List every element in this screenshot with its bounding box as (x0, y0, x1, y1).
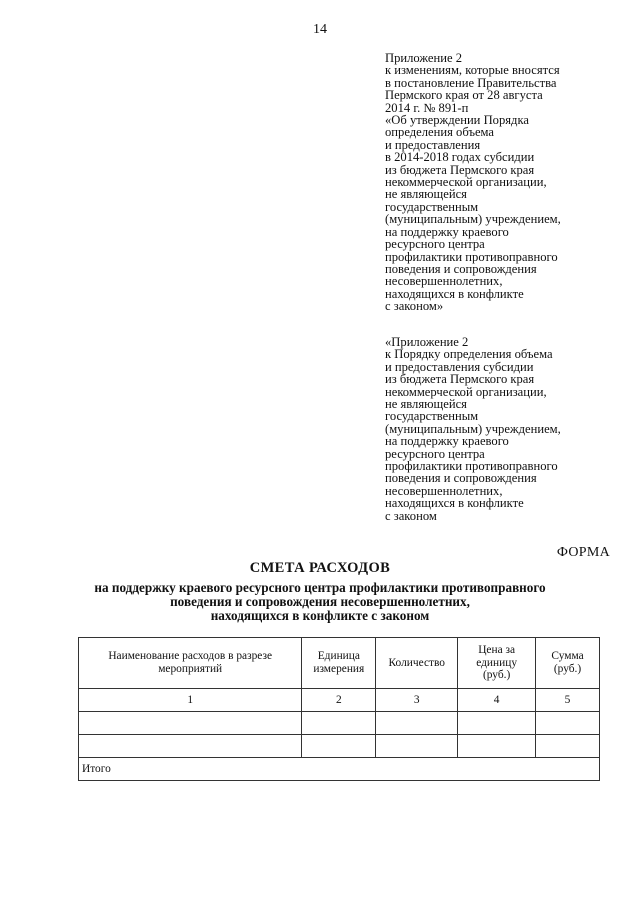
expense-estimate-table (78, 637, 600, 781)
annex-line: к изменениям, которые вносятся (385, 63, 560, 78)
column-number: 2 (302, 689, 376, 712)
annex-line: ресурсного центра (385, 446, 485, 461)
header-unit: Единица измерения (302, 638, 376, 689)
annex-line: и предоставления субсидии (385, 359, 534, 374)
annex-line: на поддержку краевого (385, 434, 509, 449)
annex-line: профилактики противоправного (385, 459, 558, 474)
table-total-row (79, 758, 600, 781)
subtitle-line: находящихся в конфликте с законом (210, 608, 430, 623)
table-cell (302, 712, 376, 735)
annex-line: некоммерческой организации, (385, 384, 547, 399)
table-cell (302, 735, 376, 758)
annex-line: 2014 г. № 891-п (385, 100, 469, 115)
header-sum: Сумма (руб.) (536, 638, 600, 689)
annex-line: в постановление Правительства (385, 75, 557, 90)
total-label: Итого (79, 758, 600, 781)
annex-line: определения объема (385, 125, 495, 140)
annex-line: не являющейся (385, 397, 467, 412)
table-cell (458, 735, 536, 758)
form-label: ФОРМА (556, 545, 610, 560)
annex-procedure-header (385, 336, 610, 522)
annex-amendment-header (385, 52, 610, 313)
annex-line: поведения и сопровождения (385, 471, 537, 486)
table-cell (376, 735, 458, 758)
annex-line: из бюджета Пермского края (385, 162, 535, 177)
annex-line: государственным (385, 409, 479, 424)
table-column-number-row (79, 689, 600, 712)
page-number: 14 (313, 22, 327, 37)
annex-line: с законом» (385, 299, 444, 314)
annex-line: государственным (385, 199, 479, 214)
annex-line: и предоставления (385, 137, 481, 152)
table-cell (536, 735, 600, 758)
annex-line: к Порядку определения объема (385, 347, 553, 362)
subtitle-line: на поддержку краевого ресурсного центра профилактики противоправного (94, 580, 546, 595)
annex-line: несовершеннолетних, (385, 483, 503, 498)
header-expense-name: Наименование расходов в разрезе мероприятий (79, 638, 302, 689)
annex-line: некоммерческой организации, (385, 175, 547, 190)
column-number: 4 (458, 689, 536, 712)
table-cell (376, 712, 458, 735)
table-cell (458, 712, 536, 735)
annex-line: на поддержку краевого (385, 224, 509, 239)
annex-line: ресурсного центра (385, 237, 485, 252)
annex-line: (муниципальным) учреждением, (385, 421, 561, 436)
annex-line: профилактики противоправного (385, 249, 558, 264)
column-number: 3 (376, 689, 458, 712)
table-cell (79, 735, 302, 758)
annex-line: «Приложение 2 (385, 335, 469, 349)
annex-line: не являющейся (385, 187, 467, 202)
table-header-row (79, 638, 600, 689)
subtitle-line: поведения и сопровождения несовершеннолетних, (170, 594, 470, 609)
header-quantity: Количество (376, 638, 458, 689)
annex-line: из бюджета Пермского края (385, 372, 535, 387)
column-number: 5 (536, 689, 600, 712)
document-subtitle (0, 581, 640, 623)
annex-line: с законом (385, 508, 437, 523)
table-row (79, 712, 600, 735)
annex-line: (муниципальным) учреждением, (385, 212, 561, 227)
table-row (79, 735, 600, 758)
annex-line: Приложение 2 (385, 51, 463, 65)
column-number: 1 (79, 689, 302, 712)
annex-line: Пермского края от 28 августа (385, 88, 543, 103)
table-cell (536, 712, 600, 735)
annex-line: находящихся в конфликте (385, 286, 524, 301)
annex-line: «Об утверждении Порядка (385, 113, 529, 128)
table-cell (79, 712, 302, 735)
document-title: СМЕТА РАСХОДОВ (249, 560, 391, 576)
header-unit-price: Цена за единицу (руб.) (458, 638, 536, 689)
annex-line: находящихся в конфликте (385, 496, 524, 511)
annex-line: поведения и сопровождения (385, 261, 537, 276)
annex-line: несовершеннолетних, (385, 274, 503, 289)
annex-line: в 2014-2018 годах субсидии (385, 150, 535, 165)
